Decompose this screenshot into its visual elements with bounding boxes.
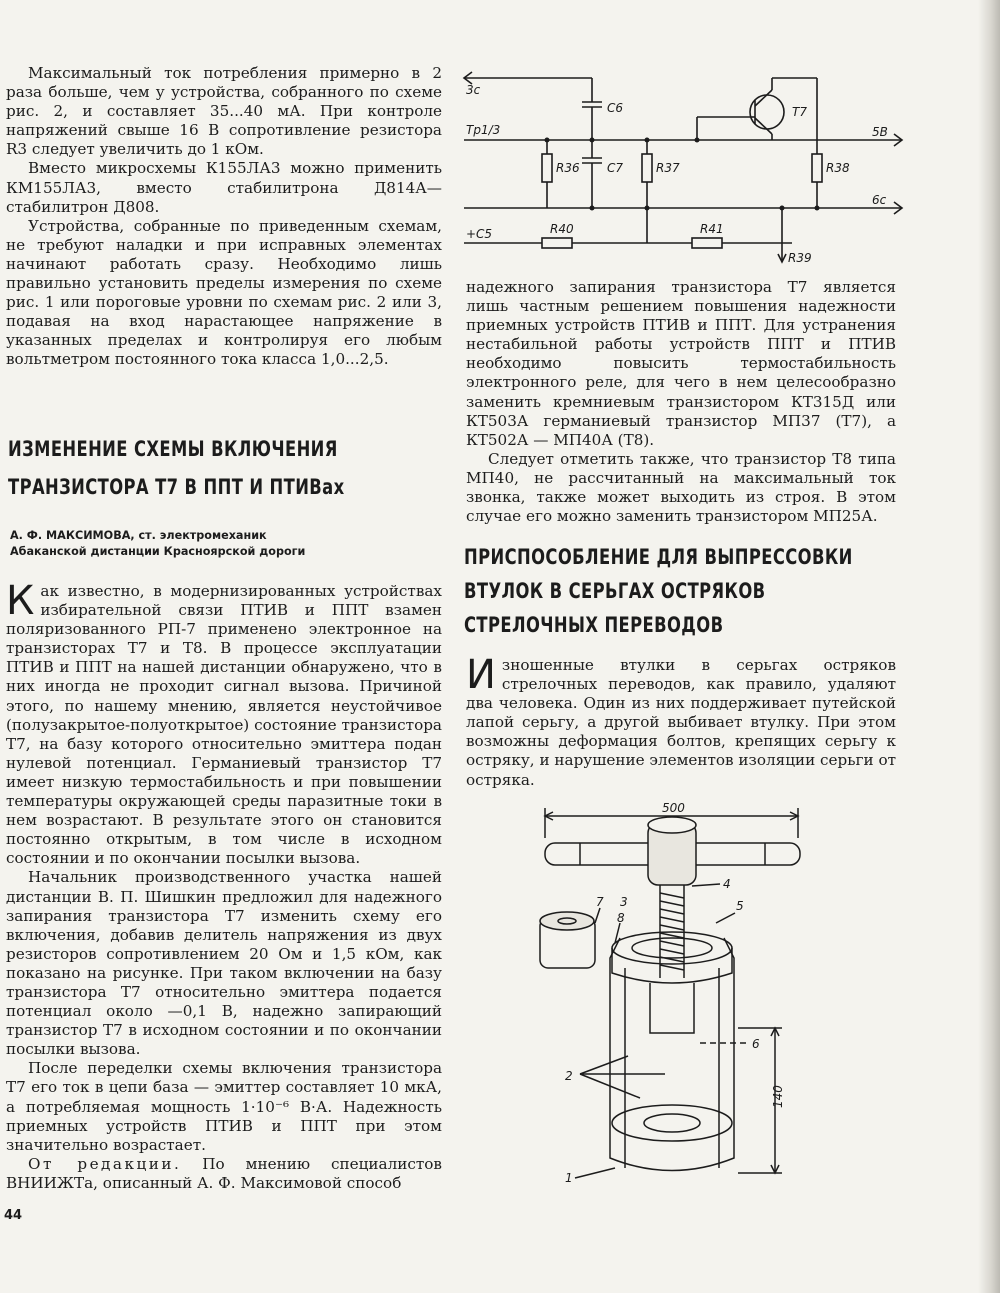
callout-label: 4 — [723, 877, 731, 891]
paragraph: От редакции. По мнению специалистов ВНИИЖТа, описанный А. Ф. Максимовой способ — [6, 1154, 442, 1192]
paragraph: надежного запирания транзистора Т7 является лишь частным решением повышения надежности приемных устройств ПТИВ и ППТ. Для устранения нестабильной работы устройств ППТ и ПТИВ необходимо повысить термостабильность электронного реле, для чего в нем целесообразно заменить кремниевым транзистором КТ315Д или КТ503А германиевый транзистор МП37 (Т7), а КТ502А — МП40А (Т8). — [466, 278, 896, 449]
paragraph: После переделки схемы включения транзистора Т7 его ток в цепи база — эмиттер составляет 10 мкА, а потребляемая мощность 1·10⁻⁶ В·А. Надежность приемных устройств ПТИВ и ППТ при этом значительно возрастает. — [6, 1059, 442, 1154]
dimension-label: 140 — [771, 1085, 785, 1108]
page-number: 44 — [4, 1208, 23, 1223]
paragraph: Начальник производственного участка нашей дистанции В. П. Шишкин предложил для надежного запирания транзистора Т7 изменить схему его включения, добавив делитель напряжения из двух резисторов сопротивлением 20 Ом и 1,5 кОм, как показано на рисунке. При таком включении на базу транзистора Т7 относительно эмиттера подается потенциал около —0,1 В, надежно запирающий транзистор Т7 в исходном состоянии и по окончании посылки вызова. — [6, 868, 442, 1059]
paragraph: Устройства, собранные по приведенным схемам, не требуют наладки и при исправных элементах начинают работать сразу. Необходимо лишь правильно установить пределы измерения по схеме рис. 1 или пороговые уровни по схемам рис. 2 или 3, подавая на вход нарастающее напряжение в указанных пределах и контролируя его любым вольтметром постоянного тока класса 1,0...2,5. — [6, 216, 442, 369]
circuit-label: 3с — [466, 83, 481, 97]
drop-cap: К — [6, 578, 35, 624]
heading-line: ИЗМЕНЕНИЕ СХЕМЫ ВКЛЮЧЕНИЯ — [8, 437, 338, 461]
circuit-label: R36 — [556, 161, 580, 175]
circuit-diagram — [462, 62, 917, 272]
paragraph: Вместо микросхемы К155ЛА3 можно применить КМ155ЛА3, вместо стабилитрона Д814А—стабилитрон Д808. — [6, 159, 442, 216]
circuit-label: Т7 — [792, 105, 807, 119]
circuit-label: 6с — [872, 193, 887, 207]
paragraph: Как известно, в модернизированных устройствах избирательной связи ПТИВ и ППТ взамен поляризованного РП-7 применено электронное на транзисторах Т7 и Т8. В процессе эксплуатации ПТИВ и ППТ на нашей дистанции обнаружено, что в них иногда не проходит сигнал вызова. Причиной этого, по нашему мнению, является неустойчивое (полузакрытое-полуоткрытое) состояние транзистора Т7, на базу которого относительно эмиттера подан нулевой потенциал. Германиевый транзистор Т7 имеет низкую термостабильность и при повышении температуры окружающей среды паразитные токи в нем возрастают. В результате этого он становится постоянно открытым, в том числе в исходном состоянии и по окончании посылки вызова. — [6, 578, 442, 868]
callout-label: 6 — [752, 1037, 760, 1051]
heading-line: ВТУЛОК В СЕРЬГАХ ОСТРЯКОВ — [464, 579, 766, 603]
circuit-label: R37 — [656, 161, 680, 175]
paragraph: Изношенные втулки в серьгах остряков стрелочных переводов, как правило, удаляют два человека. Один из них поддерживает путейской лапой серьгу, а другой выбивает втулку. При этом возможны деформация болтов, крепящих серьгу к остряку, и нарушение элементов изоляции серьги от остряка. — [466, 652, 896, 789]
dimension-label: 500 — [662, 801, 685, 815]
circuit-label: R40 — [550, 222, 574, 236]
left-column — [6, 64, 442, 370]
drop-cap: И — [466, 652, 496, 698]
circuit-label: 5В — [872, 125, 888, 139]
heading-line: ТРАНЗИСТОРА Т7 В ППТ И ПТИВах — [8, 475, 345, 499]
page-edge-shadow — [978, 0, 1000, 1293]
heading-line: ПРИСПОСОБЛЕНИЕ ДЛЯ ВЫПРЕССОВКИ — [464, 545, 853, 569]
author-name: А. Ф. МАКСИМОВА, ст. электромеханик — [10, 529, 267, 542]
right-article-body — [466, 652, 896, 790]
left-article-body — [6, 578, 442, 1193]
circuit-label: Тр1/3 — [466, 123, 501, 137]
author-affiliation: Абаканской дистанции Красноярской дороги — [10, 545, 306, 558]
editorial-lead: От редакции. — [28, 1154, 182, 1173]
heading-line: СТРЕЛОЧНЫХ ПЕРЕВОДОВ — [464, 613, 724, 637]
callout-label: 8 — [617, 911, 625, 925]
callout-label: 7 — [596, 895, 604, 909]
circuit-label: R39 — [788, 251, 812, 265]
right-column — [466, 278, 896, 526]
circuit-label: С6 — [607, 101, 624, 115]
callout-label: 2 — [565, 1069, 573, 1083]
press-tool-drawing — [520, 798, 820, 1196]
circuit-label: R41 — [700, 222, 724, 236]
article-heading — [464, 540, 1000, 642]
author-byline — [10, 528, 440, 560]
circuit-label: +С5 — [466, 227, 493, 241]
paragraph: Максимальный ток потребления примерно в 2 раза больше, чем у устройства, собранного по схеме рис. 2, и составляет 35...40 мА. При контроле напряжений свыше 16 В сопротивление резистора R3 следует увеличить до 1 кОм. — [6, 64, 442, 159]
callout-label: 3 — [620, 895, 628, 909]
callout-label: 1 — [565, 1171, 573, 1185]
circuit-label: R38 — [826, 161, 850, 175]
paragraph: Следует отметить также, что транзистор Т8 типа МП40, не рассчитанный на максимальный ток звонка, также может выходить из строя. В этом случае его можно заменить транзистором МП25А. — [466, 449, 896, 526]
circuit-label: С7 — [607, 161, 624, 175]
callout-label: 5 — [736, 899, 744, 913]
